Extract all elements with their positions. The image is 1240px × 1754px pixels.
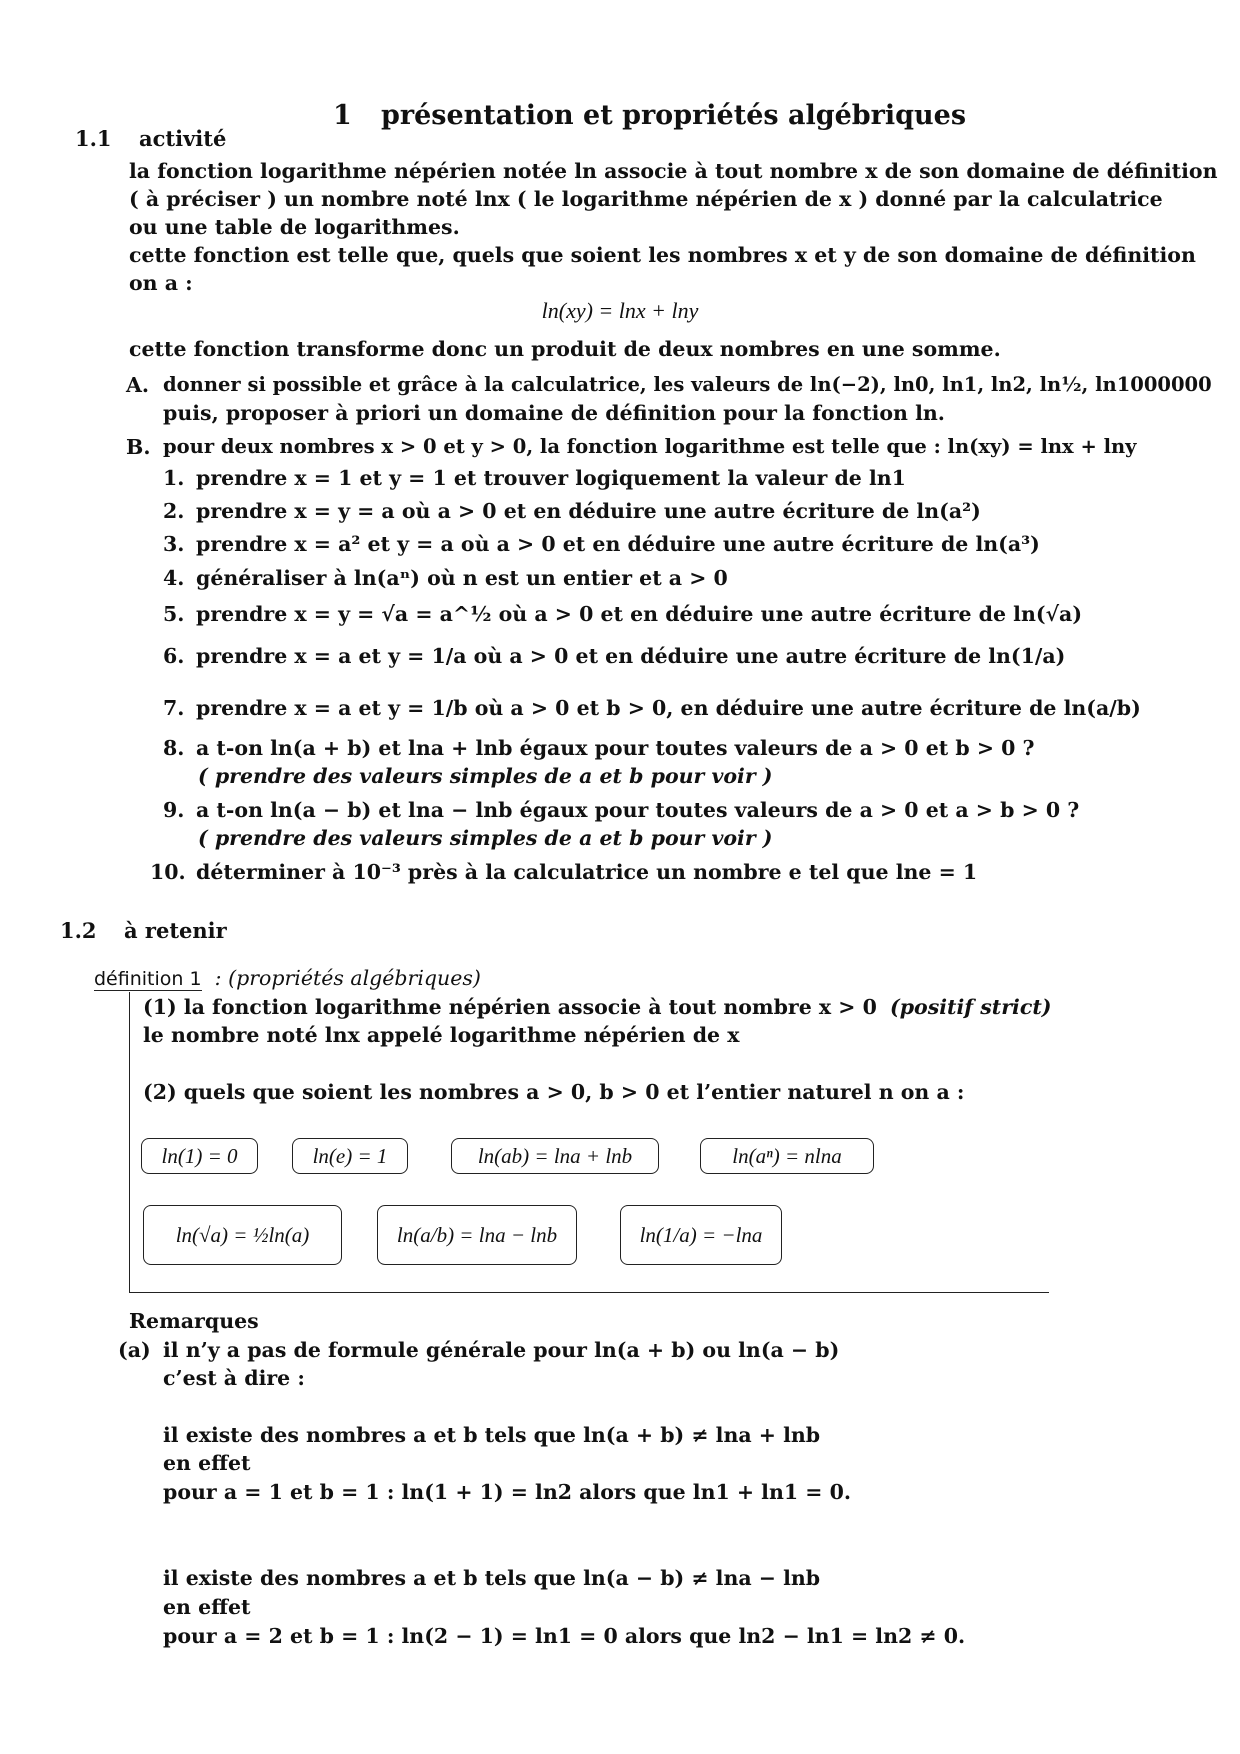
subsection-number: 1.2 [60,918,97,943]
item-number: 9. [163,798,185,822]
item-text: prendre x = y = a où a > 0 et en déduire une autre écriture de ln(a²) [196,499,981,523]
definition-p1-cont: le nombre noté lnx appelé logarithme népérien de x [143,1023,740,1047]
remark-line: il n’y a pas de formule générale pour ln(a + b) ou ln(a − b) [163,1338,840,1362]
definition-subtitle: : (propriétés algébriques) [214,966,481,990]
intro-line: on a : [129,271,193,295]
subsection-number: 1.1 [75,126,112,151]
item-number: 10. [150,860,186,884]
section-title: présentation et propriétés algébriques [381,100,967,131]
item-text: généraliser à ln(aⁿ) où n est un entier et a > 0 [196,566,728,590]
item-number: 8. [163,736,185,760]
item-number: 7. [163,696,185,720]
item-hint: ( prendre des valeurs simples de a et b pour voir ) [198,826,773,850]
remark-line: en effet [163,1451,251,1475]
remark-line: pour a = 2 et b = 1 : ln(2 − 1) = ln1 = 0 alors que ln2 − ln1 = ln2 ≠ 0. [163,1624,966,1648]
remarks-title: Remarques [129,1309,259,1333]
item-number: 5. [163,602,185,626]
item-number: 1. [163,466,185,490]
intro-line: cette fonction est telle que, quels que soient les nombres x et y de son domaine de définition [129,243,1196,267]
definition-p1-text: (1) la fonction logarithme népérien associe à tout nombre x > 0 [143,995,877,1019]
intro-line: cette fonction transforme donc un produit de deux nombres en une somme. [129,337,1001,361]
property-box: ln(1) = 0 [141,1138,258,1174]
remark-line: en effet [163,1595,251,1619]
intro-line: la fonction logarithme népérien notée ln associe à tout nombre x de son domaine de définition [129,159,1218,183]
intro-line: ( à préciser ) un nombre noté lnx ( le logarithme népérien de x ) donné par la calculatrice [129,187,1163,211]
property-box: ln(1/a) = −lna [620,1205,782,1265]
item-number: 2. [163,499,185,523]
item-number: 4. [163,566,185,590]
part-a-line: puis, proposer à priori un domaine de définition pour la fonction ln. [163,401,945,425]
remark-line: c’est à dire : [163,1366,305,1390]
item-text: prendre x = a et y = 1/b où a > 0 et b > 0, en déduire une autre écriture de ln(a/b) [196,696,1141,720]
item-text: prendre x = y = √a = a^½ où a > 0 et en déduire une autre écriture de ln(√a) [196,602,1083,626]
remark-line: pour a = 1 et b = 1 : ln(1 + 1) = ln2 alors que ln1 + ln1 = 0. [163,1480,851,1504]
remark-label: (a) [118,1338,151,1362]
definition-p1-emph: (positif strict) [890,995,1052,1019]
formula-ln-xy: ln(xy) = lnx + lny [541,298,699,323]
definition-header [94,964,481,992]
definition-p1 [143,993,1052,1021]
item-text: a t-on ln(a − b) et lna − lnb égaux pour toutes valeurs de a > 0 et a > b > 0 ? [196,798,1080,822]
property-box: ln(√a) = ½ln(a) [143,1205,342,1265]
part-a-line: donner si possible et grâce à la calculatrice, les valeurs de ln(−2), ln0, ln1, ln2, ln½, ln1000000 [163,373,1212,396]
section-number: 1 [333,100,352,131]
subsection-title: à retenir [124,918,227,943]
remark-line: il existe des nombres a et b tels que ln(a − b) ≠ lna − lnb [163,1566,821,1590]
item-text: prendre x = a et y = 1/a où a > 0 et en déduire une autre écriture de ln(1/a) [196,644,1066,668]
property-box: ln(ab) = lna + lnb [451,1138,659,1174]
part-b-line: pour deux nombres x > 0 et y > 0, la fonction logarithme est telle que : ln(xy) = lnx + lny [163,435,1137,458]
property-box: ln(e) = 1 [292,1138,408,1174]
definition-p2: (2) quels que soient les nombres a > 0, b > 0 et l’entier naturel n on a : [143,1080,965,1104]
subsection-title: activité [139,126,227,151]
property-box: ln(aⁿ) = nlna [700,1138,874,1174]
remark-line: il existe des nombres a et b tels que ln(a + b) ≠ lna + lnb [163,1423,821,1447]
part-a-label: A. [126,373,150,397]
definition-label: définition 1 [94,968,202,990]
item-text: déterminer à 10⁻³ près à la calculatrice un nombre e tel que lne = 1 [196,860,978,884]
item-text: a t-on ln(a + b) et lna + lnb égaux pour toutes valeurs de a > 0 et b > 0 ? [196,736,1035,760]
intro-line: ou une table de logarithmes. [129,215,460,239]
item-number: 3. [163,532,185,556]
item-text: prendre x = 1 et y = 1 et trouver logiquement la valeur de ln1 [196,466,906,490]
item-number: 6. [163,644,185,668]
item-hint: ( prendre des valeurs simples de a et b pour voir ) [198,764,773,788]
item-text: prendre x = a² et y = a où a > 0 et en déduire une autre écriture de ln(a³) [196,532,1040,556]
property-box: ln(a/b) = lna − lnb [377,1205,577,1265]
part-b-label: B. [126,435,151,459]
